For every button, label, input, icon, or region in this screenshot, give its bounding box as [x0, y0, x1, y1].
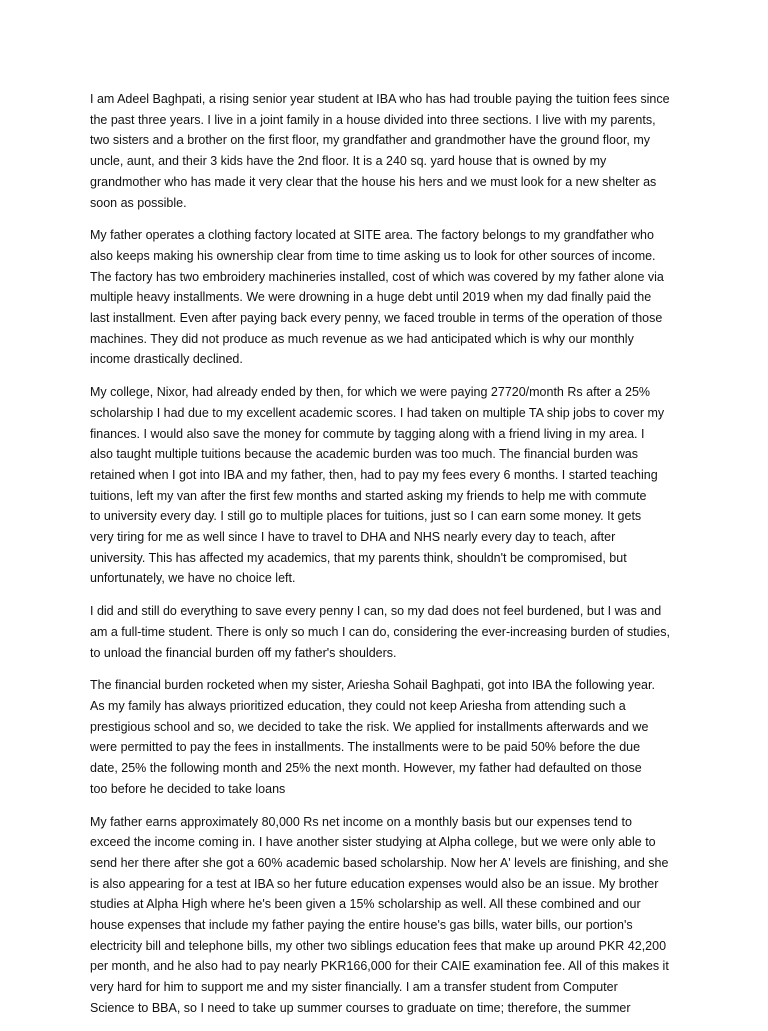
- text-line: I did and still do everything to save every penny I can, so my dad does not feel burdened, but I was and: [90, 604, 662, 619]
- text-line: am a full-time student. There is only so much I can do, considering the ever-increasing burden of studies,: [90, 624, 670, 639]
- paragraph-6: [90, 812, 686, 1019]
- text-line: date, 25% the following month and 25% the next month. However, my father had defaulted on those: [90, 761, 642, 776]
- text-line: uncle, aunt, and their 3 kids have the 2nd floor. It is a 240 sq. yard house that is owned by my: [90, 154, 607, 169]
- text-line: also keeps making his ownership clear from time to time asking us to look for other sources of income.: [90, 248, 656, 263]
- text-line: My father earns approximately 80,000 Rs net income on a monthly basis but our expenses tend to: [90, 814, 632, 829]
- text-line: Science to BBA, so I need to take up summer courses to graduate on time; therefore, the summer: [90, 1000, 631, 1015]
- text-line: house expenses that include my father paying the entire house's gas bills, water bills, our portion's: [90, 918, 633, 933]
- text-line: the past three years. I live in a joint family in a house divided into three sections. I live with my parents,: [90, 112, 656, 127]
- text-line: I am Adeel Baghpati, a rising senior year student at IBA who has had trouble paying the tuition fees since: [90, 92, 670, 106]
- text-line: unfortunately, we have no choice left.: [90, 571, 296, 586]
- text-line: machines. They did not produce as much revenue as we had anticipated which is why our monthly: [90, 331, 634, 346]
- paragraph-2: [90, 225, 686, 370]
- text-line: My college, Nixor, had already ended by then, for which we were paying 27720/month Rs after a 25%: [90, 385, 651, 400]
- text-line: send her there after she got a 60% academic based scholarship. Now her A' levels are finishing, and she: [90, 855, 669, 870]
- text-line: were permitted to pay the fees in installments. The installments were to be paid 50% before the due: [90, 740, 641, 755]
- text-line: finances. I would also save the money for commute by tagging along with a friend living in my area. I: [90, 426, 645, 441]
- text-line: prestigious school and so, we decided to take the risk. We applied for installments afterwards and we: [90, 719, 649, 734]
- text-line: As my family has always prioritized education, they could not keep Ariesha from attending such a: [90, 698, 626, 713]
- text-line: The financial burden rocketed when my sister, Ariesha Sohail Baghpati, got into IBA the following year.: [90, 678, 655, 693]
- text-line: is also appearing for a test at IBA so her future education expenses would also be an issue. My brother: [90, 876, 659, 891]
- text-line: income drastically declined.: [90, 352, 243, 367]
- text-line: too before he decided to take loans: [90, 781, 286, 796]
- text-line: two sisters and a brother on the first floor, my grandfather and grandmother have the ground floor, my: [90, 133, 651, 148]
- text-line: exceed the income coming in. I have another sister studying at Alpha college, but we were only able to: [90, 835, 656, 850]
- text-line: last installment. Even after paying back every penny, we faced trouble in terms of the operation of those: [90, 311, 663, 326]
- text-line: studies at Alpha High where he's been given a 15% scholarship as well. All these combined and our: [90, 897, 641, 912]
- text-line: also taught multiple tuitions because the academic burden was too much. The financial burden was: [90, 447, 639, 462]
- text-line: very tiring for me as well since I have to travel to DHA and NHS nearly every day to teach, after: [90, 530, 616, 545]
- text-line: to unload the financial burden off my father's shoulders.: [90, 645, 397, 660]
- text-line: grandmother who has made it very clear that the house his hers and we must look for a new shelter as: [90, 174, 657, 189]
- text-line: retained when I got into IBA and my father, then, had to pay my fees every 6 months. I started teaching: [90, 467, 658, 482]
- text-line: My father operates a clothing factory located at SITE area. The factory belongs to my grandfather who: [90, 228, 654, 243]
- paragraph-4: [90, 601, 686, 663]
- text-line: electricity bill and telephone bills, my other two siblings education fees that make up around PKR 42,200: [90, 938, 667, 953]
- paragraph-3: [90, 382, 686, 589]
- document-body: [90, 89, 686, 1031]
- paragraph-1: [90, 89, 686, 213]
- text-line: per month, and he also had to pay nearly PKR166,000 for their CAIE examination fee. All of this makes it: [90, 959, 669, 974]
- text-line: tuitions, left my van after the first few months and started asking my friends to help me with commute: [90, 488, 647, 503]
- text-line: university. This has affected my academics, that my parents think, shouldn't be compromised, but: [90, 550, 627, 565]
- text-line: multiple heavy installments. We were drowning in a huge debt until 2019 when my dad finally paid the: [90, 290, 652, 305]
- text-line: soon as possible.: [90, 195, 187, 210]
- text-line: to university every day. I still go to multiple places for tuitions, just so I can earn some money. It gets: [90, 509, 642, 524]
- text-line: The factory has two embroidery machineries installed, cost of which was covered by my father alone via: [90, 269, 664, 284]
- text-line: very hard for him to support me and my sister financially. I am a transfer student from Computer: [90, 980, 618, 995]
- text-line: scholarship I had due to my excellent academic scores. I had taken on multiple TA ship jobs to cover my: [90, 405, 665, 420]
- paragraph-5: [90, 675, 686, 799]
